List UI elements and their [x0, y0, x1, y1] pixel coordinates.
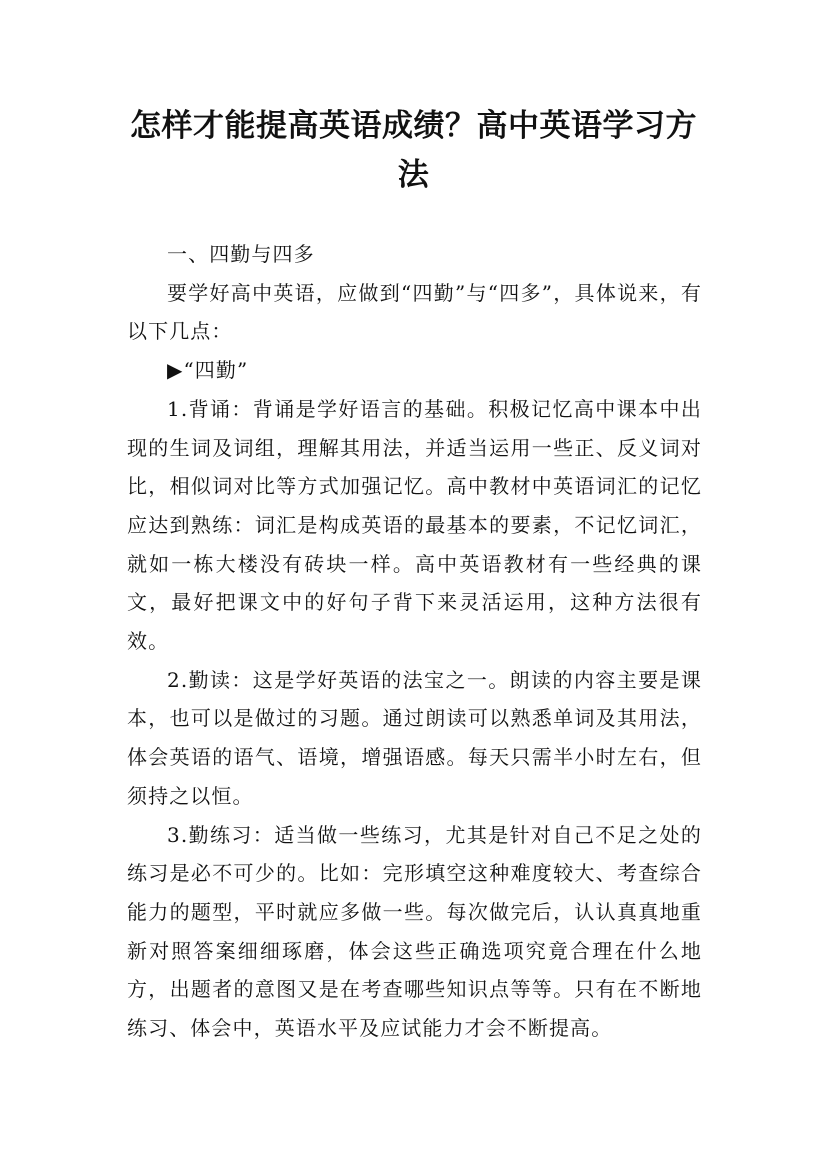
body-paragraph-read: 2.勤读：这是学好英语的法宝之一。朗读的内容主要是课本，也可以是做过的习题。通过朗读可以熟悉单词及其用法，体会英语的语气、语境，增强语感。每天只需半小时左右，但须持之以恒。 — [127, 667, 702, 808]
section-heading: 一、四勤与四多 — [167, 242, 315, 266]
document-title: 怎样才能提高英语成绩？高中英语学习方法 — [130, 108, 697, 193]
subsection-heading: ▶“四勤” — [167, 358, 249, 383]
document-body — [127, 235, 702, 1048]
body-paragraph-intro: 要学好高中英语，应做到“四勤”与“四多”，具体说来，有以下几点： — [127, 280, 702, 344]
body-paragraph-recite: 1.背诵：背诵是学好语言的基础。积极记忆高中课本中出现的生词及词组，理解其用法，并适当运用一些正、反义词对比，相似词对比等方式加强记忆。高中教材中英语词汇的记忆应达到熟练：词汇是构成英语的最基本的要素，不记忆词汇，就如一栋大楼没有砖块一样。高中英语教材有一些经典的课文，最好把课文中的好句子背下来灵活运用，这种方法很有效。 — [127, 396, 702, 654]
body-paragraph-practice: 3.勤练习：适当做一些练习，尤其是针对自己不足之处的练习是必不可少的。比如：完形填空这种难度较大、考查综合能力的题型，平时就应多做一些。每次做完后，认认真真地重新对照答案细细琢磨，体会这些正确选项究竟合理在什么地方，出题者的意图又是在考查哪些知识点等等。只有在不断地练习、体会中，英语水平及应试能力才会不断提高。 — [127, 822, 702, 1041]
